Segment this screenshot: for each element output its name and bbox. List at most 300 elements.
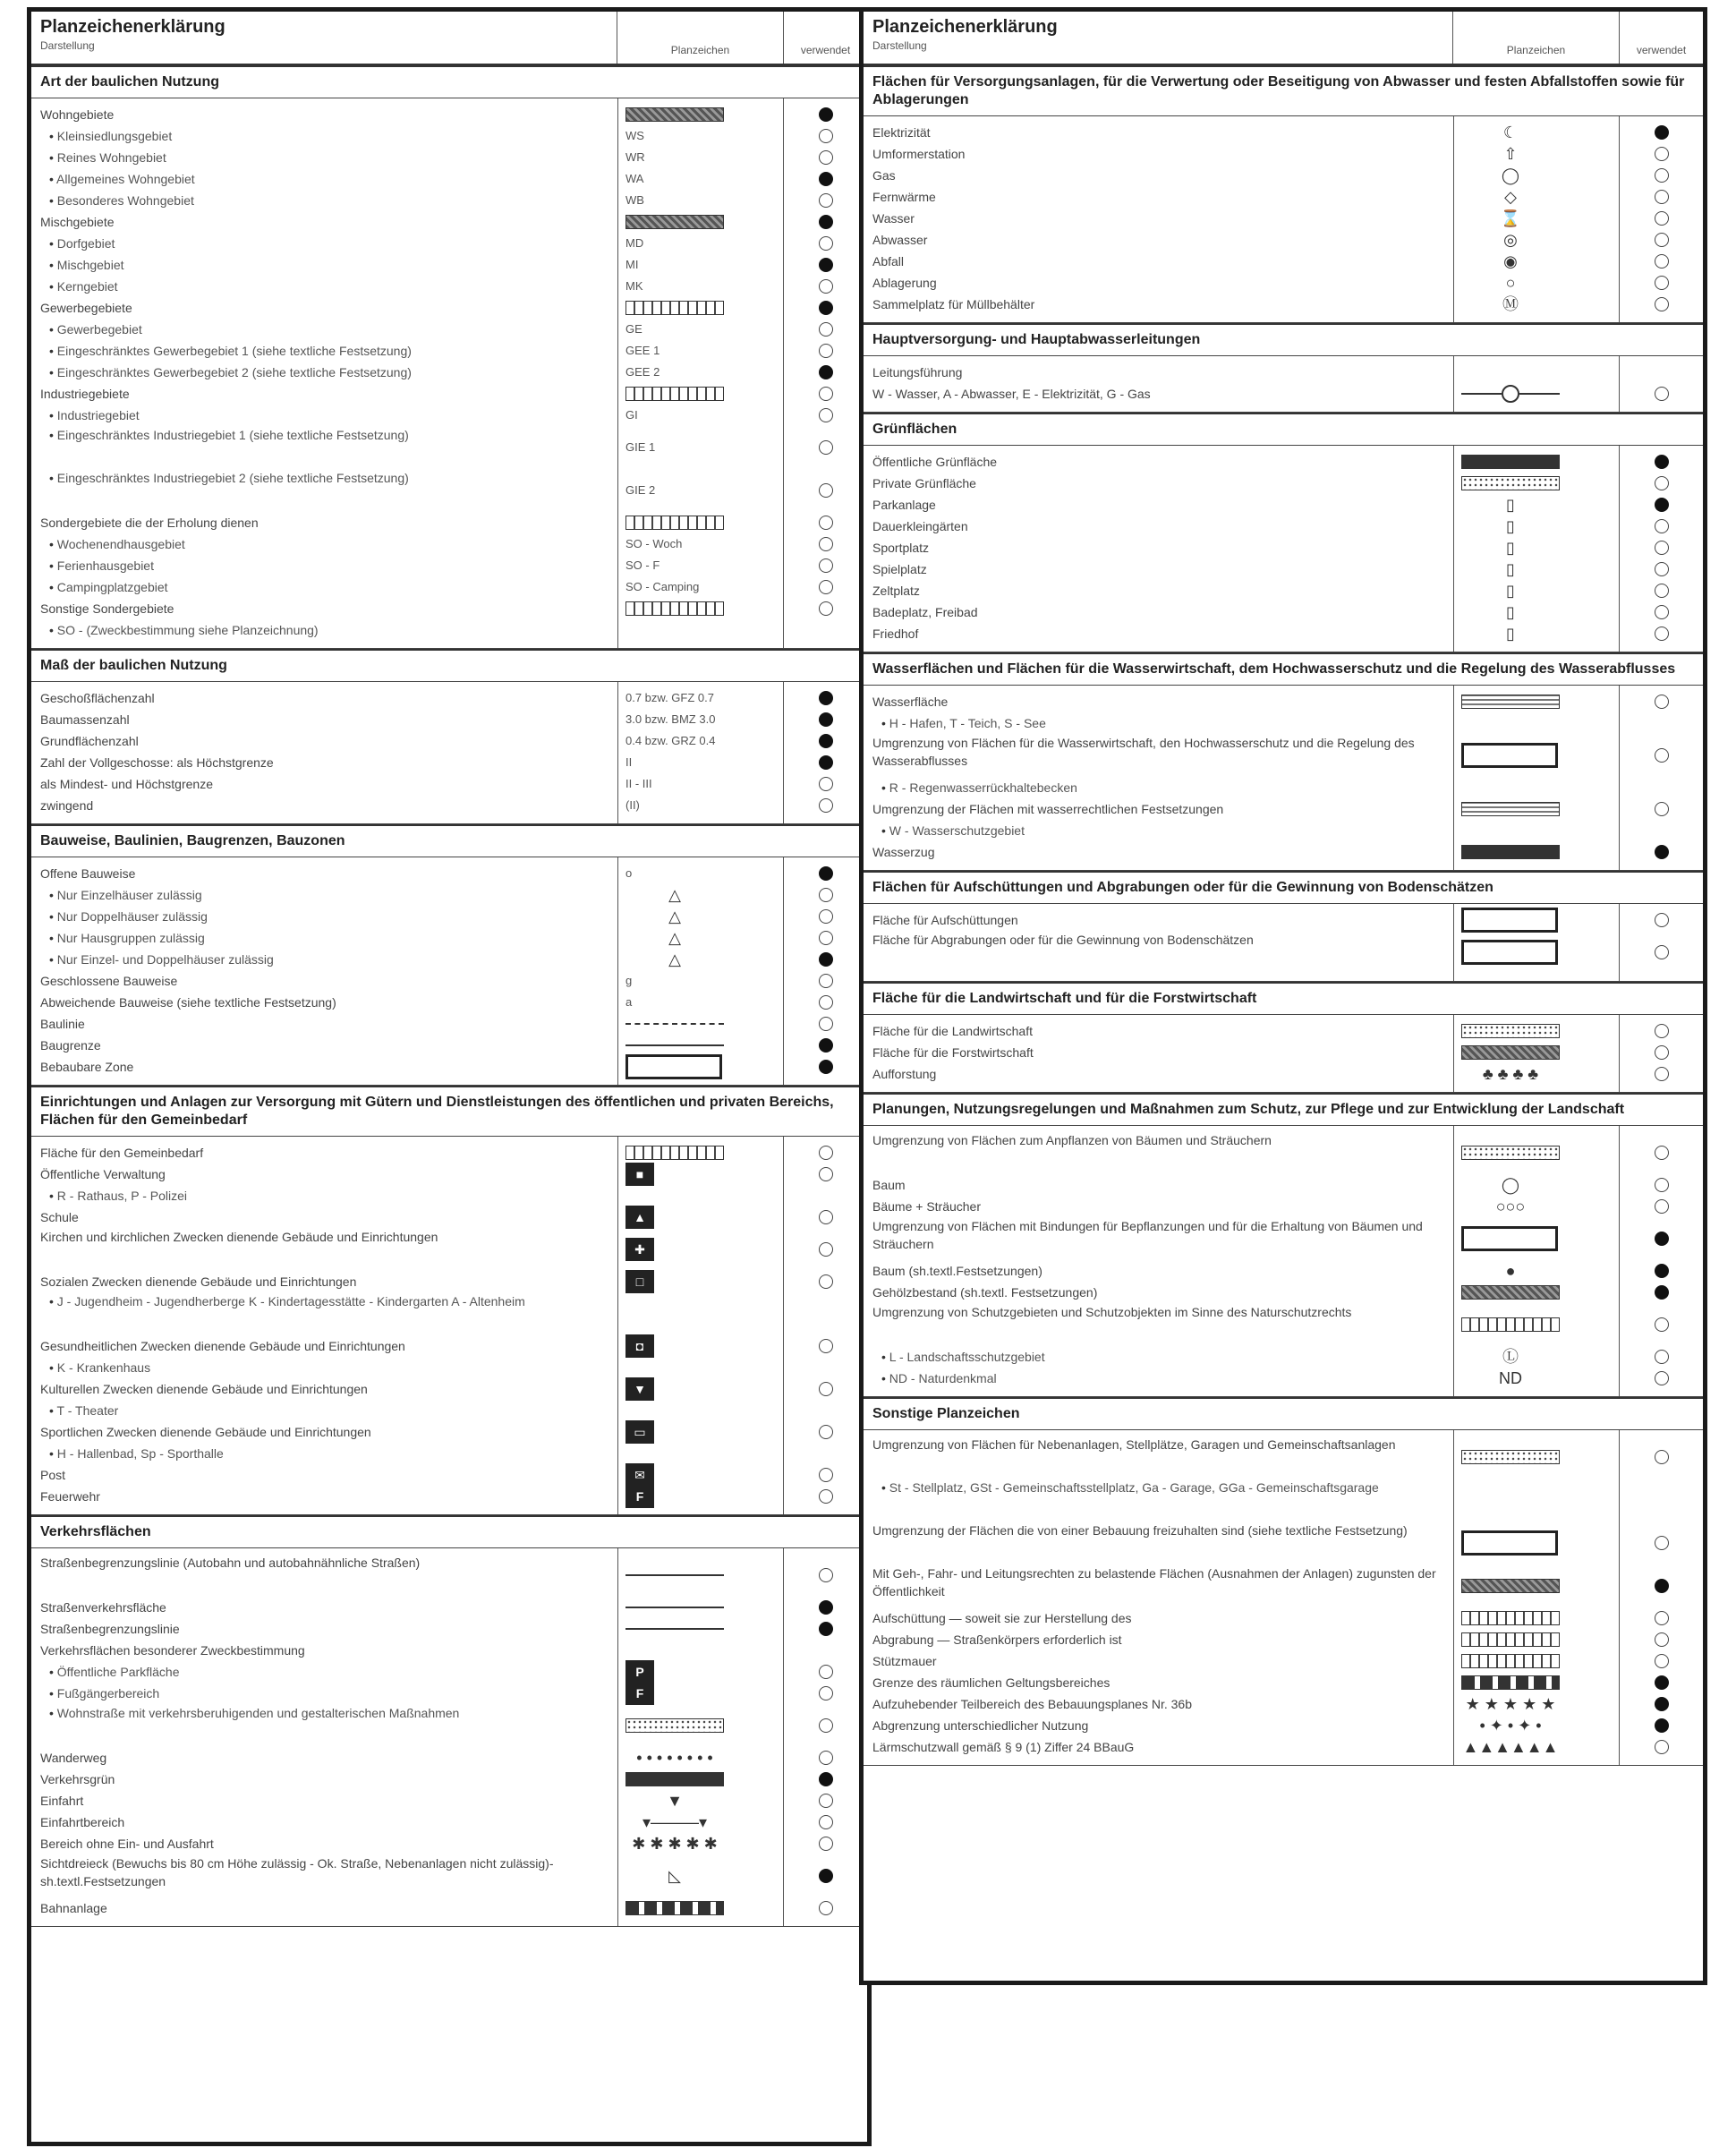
- unused-open-dot-icon: [819, 279, 833, 294]
- symbol-code: MI: [625, 258, 639, 271]
- usage-marker: [784, 426, 867, 469]
- unused-open-dot-icon: [819, 1274, 833, 1289]
- legend-item-label: Aufforstung: [872, 1067, 937, 1081]
- legend-item-label: Umgrenzung der Flächen die von einer Bebauung freizuhalten sind (siehe textliche Festsetzung): [872, 1523, 1408, 1538]
- unused-open-dot-icon: [1655, 695, 1669, 709]
- usage-marker: [1620, 1196, 1703, 1217]
- unused-open-dot-icon: [1655, 1632, 1669, 1647]
- usage-marker: [1620, 1736, 1703, 1758]
- usage-marker: [1620, 1282, 1703, 1303]
- building-symbol-icon: P: [625, 1660, 654, 1683]
- legend-symbol: [1461, 1693, 1612, 1715]
- usage-marker: [784, 1292, 867, 1335]
- unused-open-dot-icon: [819, 1901, 833, 1915]
- section-labels: [864, 356, 1454, 412]
- unused-open-dot-icon: [1655, 1450, 1669, 1464]
- unused-open-dot-icon: [1655, 1654, 1669, 1668]
- usage-marker: [784, 1769, 867, 1790]
- legend-symbol: [625, 426, 776, 469]
- usage-marker: [784, 211, 867, 233]
- legend-column-left: [27, 7, 872, 2146]
- legend-item-label: Geschoßflächenzahl: [40, 691, 155, 705]
- pattern-swatch: [625, 1901, 724, 1915]
- usage-marker: [1620, 122, 1703, 143]
- legend-item-label: Baumassenzahl: [40, 712, 130, 727]
- usage-marker: [1620, 1715, 1703, 1736]
- legend-item-label: • J - Jugendheim - Jugendherberge K - Kindertagesstätte - Kindergarten A - Altenheim: [40, 1292, 608, 1335]
- legend-symbol: [625, 276, 776, 297]
- legend-item-label: • W - Wasserschutzgebiet: [872, 820, 1444, 841]
- usage-marker: [784, 927, 867, 949]
- legend-symbol: [625, 104, 776, 125]
- symbol-code: GEE 1: [625, 344, 660, 357]
- used-filled-dot-icon: [1655, 1285, 1669, 1300]
- legend-item-label: • Fußgängerbereich: [40, 1683, 608, 1704]
- section-symbols: [1454, 116, 1620, 322]
- legend-symbol: [625, 168, 776, 190]
- legend-item-label: Sondergebiete die der Erholung dienen: [40, 516, 259, 530]
- map-symbol-icon: • • • • • • • •: [636, 1749, 713, 1767]
- usage-marker: [1620, 1260, 1703, 1282]
- legend-symbol: [625, 1704, 776, 1747]
- usage-marker: [1620, 362, 1703, 383]
- used-filled-dot-icon: [819, 712, 833, 727]
- usage-marker: [1620, 1522, 1703, 1564]
- map-symbol-icon: △: [668, 886, 681, 904]
- legend-item-label: • Kerngebiet: [40, 276, 608, 297]
- legend-symbol: [625, 319, 776, 340]
- section-usage: [784, 682, 867, 823]
- section-labels: [864, 904, 1454, 981]
- usage-marker: [1620, 1629, 1703, 1650]
- usage-marker: [784, 254, 867, 276]
- legend-symbol: [625, 576, 776, 598]
- usage-marker: [1620, 383, 1703, 405]
- symbol-code: WS: [625, 129, 644, 142]
- legend-item-label: Mit Geh-, Fahr- und Leitungsrechten zu belastende Flächen (Ausnahmen der Anlagen) zugunsten der Öffentlichkeit: [872, 1566, 1436, 1598]
- usage-marker: [784, 970, 867, 992]
- map-symbol-icon: ✱ ✱ ✱ ✱ ✱: [632, 1835, 718, 1853]
- unused-open-dot-icon: [819, 408, 833, 422]
- legend-item-label: Zahl der Vollgeschosse: als Höchstgrenze: [40, 755, 274, 770]
- pattern-swatch: [1461, 1654, 1560, 1668]
- unused-open-dot-icon: [819, 440, 833, 455]
- usage-marker: [1620, 473, 1703, 494]
- solid-line: [625, 1607, 724, 1608]
- symbol-code: GI: [625, 408, 638, 422]
- usage-marker: [784, 190, 867, 211]
- legend-symbol: [1461, 1174, 1612, 1196]
- legend-symbol: [1461, 1564, 1612, 1607]
- legend-symbol: [625, 1618, 776, 1640]
- map-symbol-icon: ⌛: [1500, 209, 1521, 227]
- section-heading: Flächen für Versorgungsanlagen, für die Verwertung oder Beseitigung von Abwasser und festen Abfallstoffen sowie für Ablagerungen: [864, 65, 1703, 116]
- legend-item-label: • St - Stellplatz, GSt - Gemeinschaftsstellplatz, Ga - Garage, GGa - Gemeinschaftsgarage: [872, 1479, 1444, 1522]
- legend-symbol: [1461, 1479, 1612, 1522]
- legend-item-label: Baum: [872, 1178, 906, 1192]
- legend-symbol: [1461, 473, 1612, 494]
- legend-item-label: Gesundheitlichen Zwecken dienende Gebäude und Einrichtungen: [40, 1339, 405, 1353]
- usage-marker: [1620, 1020, 1703, 1042]
- legend-item-label: Friedhof: [872, 626, 919, 641]
- legend-symbol: [625, 1292, 776, 1335]
- legend-symbol: [1461, 143, 1612, 165]
- pattern-swatch: [625, 107, 724, 122]
- unused-open-dot-icon: [1655, 541, 1669, 555]
- legend-item-label: Umgrenzung von Flächen für Nebenanlagen, Stellplätze, Garagen und Gemeinschaftsanlagen: [872, 1437, 1396, 1452]
- pattern-swatch: [625, 601, 724, 616]
- unused-open-dot-icon: [1655, 1317, 1669, 1332]
- legend-item-label: Private Grünfläche: [872, 476, 976, 490]
- section-body: [864, 116, 1703, 323]
- legend-item-label: • Campingplatzgebiet: [40, 576, 608, 598]
- used-filled-dot-icon: [819, 1772, 833, 1786]
- legend-item-label: Aufschüttung — soweit sie zur Herstellung des: [872, 1611, 1132, 1625]
- legend-symbol: [625, 1683, 776, 1704]
- legend-symbol: [625, 1271, 776, 1292]
- usage-marker: [784, 992, 867, 1013]
- usage-marker: [784, 687, 867, 709]
- unused-open-dot-icon: [819, 1489, 833, 1504]
- usage-marker: [1620, 451, 1703, 473]
- legend-symbol: [1461, 165, 1612, 186]
- legend-symbol: [1461, 1650, 1612, 1672]
- legend-symbol: [1461, 1522, 1612, 1564]
- unused-open-dot-icon: [1655, 387, 1669, 401]
- legend-item-label: Straßenbegrenzungslinie: [40, 1622, 180, 1636]
- unused-open-dot-icon: [1655, 1067, 1669, 1081]
- boundary-frame: [625, 1054, 722, 1079]
- used-filled-dot-icon: [1655, 1718, 1669, 1733]
- legend-item-label: als Mindest- und Höchstgrenze: [40, 777, 213, 791]
- legend-symbol: [625, 927, 776, 949]
- legend-header: [864, 12, 1703, 65]
- used-filled-dot-icon: [1655, 455, 1669, 469]
- symbol-code: 0.4 bzw. GRZ 0.4: [625, 734, 716, 747]
- usage-marker: [1620, 251, 1703, 272]
- used-filled-dot-icon: [1655, 1232, 1669, 1246]
- unused-open-dot-icon: [819, 1568, 833, 1582]
- symbol-code: 3.0 bzw. BMZ 3.0: [625, 712, 716, 726]
- pattern-swatch: [1461, 1024, 1560, 1038]
- legend-item-label: Industriegebiete: [40, 387, 130, 401]
- legend-symbol: [1461, 558, 1612, 580]
- legend-item-label: • Industriegebiet: [40, 405, 608, 426]
- usage-marker: [784, 1811, 867, 1833]
- unused-open-dot-icon: [819, 1382, 833, 1396]
- legend-symbol: [625, 533, 776, 555]
- section-usage: [1620, 116, 1703, 322]
- legend-symbol: [1461, 251, 1612, 272]
- legend-item-label: Sportplatz: [872, 541, 930, 555]
- used-filled-dot-icon: [819, 1060, 833, 1074]
- usage-marker: [784, 1142, 867, 1164]
- pipe-circle-icon: [1502, 385, 1519, 403]
- section-usage: [1620, 904, 1703, 981]
- legend-item-label: Abwasser: [872, 233, 928, 247]
- usage-marker: [784, 555, 867, 576]
- legend-item-label: • Eingeschränktes Industriegebiet 2 (siehe textliche Festsetzung): [40, 469, 608, 512]
- map-symbol-icon: ▯: [1506, 625, 1515, 643]
- unused-open-dot-icon: [1655, 562, 1669, 576]
- used-filled-dot-icon: [819, 1600, 833, 1615]
- usage-marker: [1620, 143, 1703, 165]
- usage-marker: [784, 104, 867, 125]
- legend-item-label: Geschlossene Bauweise: [40, 974, 178, 988]
- legend-item-label: Grenze des räumlichen Geltungsbereiches: [872, 1675, 1111, 1690]
- unused-open-dot-icon: [819, 1146, 833, 1160]
- section-symbols: [1454, 356, 1620, 412]
- legend-symbol: [1461, 1042, 1612, 1063]
- legend-symbol: [1461, 580, 1612, 601]
- legend-symbol: [1461, 516, 1612, 537]
- used-filled-dot-icon: [819, 107, 833, 122]
- map-symbol-icon: ▯: [1506, 496, 1515, 514]
- legend-symbol: [1461, 931, 1612, 974]
- used-filled-dot-icon: [819, 734, 833, 748]
- map-symbol-icon: ☾: [1502, 124, 1519, 141]
- section-heading: Flächen für Aufschüttungen und Abgrabungen oder für die Gewinnung von Bodenschätzen: [864, 871, 1703, 904]
- map-symbol-icon: ▯: [1506, 560, 1515, 578]
- usage-marker: [784, 1618, 867, 1640]
- legend-symbol: [625, 1833, 776, 1854]
- building-symbol-icon: ◘: [625, 1334, 654, 1358]
- legend-symbol: [625, 405, 776, 426]
- legend-symbol: [625, 1486, 776, 1507]
- legend-title: Planzeichenerklärung: [40, 17, 226, 37]
- section-usage: [784, 857, 867, 1085]
- unused-open-dot-icon: [1655, 276, 1669, 290]
- usage-marker: [784, 752, 867, 773]
- usage-marker: [784, 1357, 867, 1378]
- unused-open-dot-icon: [819, 483, 833, 498]
- usage-marker: [1620, 272, 1703, 294]
- map-symbol-icon: Ⓛ: [1502, 1348, 1519, 1366]
- usage-marker: [1620, 734, 1703, 777]
- legend-symbol: [625, 1661, 776, 1683]
- legend-item-label: Sportlichen Zwecken dienende Gebäude und Einrichtungen: [40, 1425, 371, 1439]
- usage-marker: [1620, 1479, 1703, 1522]
- usage-marker: [1620, 1436, 1703, 1479]
- unused-open-dot-icon: [819, 1815, 833, 1829]
- legend-item-label: Bahnanlage: [40, 1901, 107, 1915]
- legend-symbol: [1461, 1607, 1612, 1629]
- building-symbol-icon: ▼: [625, 1377, 654, 1401]
- legend-symbol: [625, 1443, 776, 1464]
- legend-symbol: [1461, 122, 1612, 143]
- usage-marker: [1620, 1042, 1703, 1063]
- legend-symbol: [625, 1854, 776, 1897]
- legend-item-label: Umgrenzung der Flächen mit wasserrechtlichen Festsetzungen: [872, 802, 1224, 816]
- usage-marker: [1620, 208, 1703, 229]
- section-symbols: [1454, 686, 1620, 870]
- legend-item-label: Lärmschutzwall gemäß § 9 (1) Ziffer 24 BBauG: [872, 1740, 1135, 1754]
- legend-item-label: • K - Krankenhaus: [40, 1357, 608, 1378]
- unused-open-dot-icon: [819, 387, 833, 401]
- pattern-swatch: [625, 301, 724, 315]
- section-symbols: [618, 98, 784, 648]
- legend-symbol: [625, 1013, 776, 1035]
- legend-item-label: • T - Theater: [40, 1400, 608, 1421]
- unused-open-dot-icon: [819, 601, 833, 616]
- legend-item-label: • L - Landschaftsschutzgebiet: [872, 1346, 1444, 1368]
- legend-symbol: [1461, 383, 1612, 405]
- usage-marker: [1620, 1672, 1703, 1693]
- section-heading: Hauptversorgung- und Hauptabwasserleitungen: [864, 323, 1703, 356]
- usage-marker: [784, 1185, 867, 1206]
- legend-symbol: [625, 970, 776, 992]
- pattern-swatch: [1461, 1450, 1560, 1464]
- legend-item-label: Umgrenzung von Flächen für die Wasserwirtschaft, den Hochwasserschutz und die Regelung des Wasserabflusses: [872, 736, 1415, 768]
- pipe-line: [1461, 393, 1502, 395]
- pattern-swatch: [625, 215, 724, 229]
- unused-open-dot-icon: [1655, 605, 1669, 619]
- legend-body-right: [864, 65, 1703, 1766]
- used-filled-dot-icon: [819, 1869, 833, 1883]
- legend-item-label: Bebaubare Zone: [40, 1060, 134, 1074]
- usage-marker: [784, 709, 867, 730]
- legend-symbol: [625, 383, 776, 405]
- legend-symbol: [1461, 229, 1612, 251]
- pipeline-symbol: [1461, 385, 1560, 403]
- usage-marker: [784, 125, 867, 147]
- legend-item-label: • Nur Einzelhäuser zulässig: [40, 884, 608, 906]
- usage-marker: [1620, 186, 1703, 208]
- usage-marker: [1620, 1346, 1703, 1368]
- usage-marker: [1620, 558, 1703, 580]
- legend-item-label: Straßenverkehrsfläche: [40, 1600, 166, 1615]
- section-body: [864, 1015, 1703, 1093]
- unused-open-dot-icon: [819, 1751, 833, 1765]
- symbol-code: GIE 1: [625, 440, 656, 454]
- legend-item-label: Parkanlage: [872, 498, 936, 512]
- usage-marker: [784, 1443, 867, 1464]
- legend-item-label: Mischgebiete: [40, 215, 115, 229]
- legend-symbol: [1461, 1346, 1612, 1368]
- legend-subtitle: Darstellung: [40, 39, 95, 52]
- symbol-code: a: [625, 995, 633, 1009]
- usage-marker: [784, 1854, 867, 1897]
- section-symbols: [1454, 446, 1620, 652]
- used-filled-dot-icon: [819, 691, 833, 705]
- section-usage: [1620, 1430, 1703, 1765]
- unused-open-dot-icon: [1655, 802, 1669, 816]
- legend-symbol: [625, 1464, 776, 1486]
- legend-item-label: Umgrenzung von Flächen zum Anpflanzen von Bäumen und Sträuchern: [872, 1133, 1272, 1147]
- legend-symbol: [625, 1747, 776, 1769]
- legend-symbol: [625, 1056, 776, 1078]
- usage-marker: [784, 906, 867, 927]
- used-filled-dot-icon: [1655, 498, 1669, 512]
- building-symbol-icon: ▭: [625, 1420, 654, 1444]
- usage-marker: [784, 1271, 867, 1292]
- section-labels: [864, 686, 1454, 870]
- legend-symbol: [625, 147, 776, 168]
- legend-symbol: [625, 1206, 776, 1228]
- legend-item-label: • H - Hafen, T - Teich, S - See: [872, 712, 1444, 734]
- legend-item-label: Umgrenzung von Schutzgebieten und Schutzobjekten im Sinne des Naturschutzrechts: [872, 1305, 1352, 1319]
- legend-item-label: Kirchen und kirchlichen Zwecken dienende Gebäude und Einrichtungen: [40, 1230, 438, 1244]
- unused-open-dot-icon: [1655, 945, 1669, 959]
- usage-marker: [784, 1554, 867, 1597]
- pattern-swatch: [625, 516, 724, 530]
- legend-symbol: [625, 125, 776, 147]
- unused-open-dot-icon: [819, 1837, 833, 1851]
- legend-item-label: • H - Hallenbad, Sp - Sporthalle: [40, 1443, 608, 1464]
- unused-open-dot-icon: [819, 1210, 833, 1224]
- usage-marker: [1620, 1607, 1703, 1629]
- legend-item-label: Ablagerung: [872, 276, 937, 290]
- legend-item-label: Sonstige Sondergebiete: [40, 601, 174, 616]
- unused-open-dot-icon: [1655, 584, 1669, 598]
- section-body: [864, 356, 1703, 413]
- legend-item-label: Sammelplatz für Müllbehälter: [872, 297, 1035, 311]
- usage-marker: [784, 533, 867, 555]
- section-body: [864, 904, 1703, 982]
- usage-marker: [784, 297, 867, 319]
- section-heading: Sonstige Planzeichen: [864, 1397, 1703, 1430]
- section-body: [31, 857, 867, 1086]
- usage-marker: [1620, 1063, 1703, 1085]
- usage-marker: [784, 1335, 867, 1357]
- usage-marker: [784, 512, 867, 533]
- map-symbol-icon: ▲▲▲▲▲▲: [1462, 1738, 1559, 1756]
- pattern-swatch: [625, 1772, 724, 1786]
- legend-symbol: [1461, 798, 1612, 820]
- usage-marker: [1620, 841, 1703, 863]
- usage-marker: [784, 1400, 867, 1421]
- legend-item-label: Bäume + Sträucher: [872, 1199, 982, 1214]
- usage-marker: [1620, 1174, 1703, 1196]
- legend-symbol: [625, 1597, 776, 1618]
- legend-item-label: Sichtdreieck (Bewuchs bis 80 cm Höhe zulässig - Ok. Straße, Nebenanlagen nicht zulässig)-sh.textl.Festsetzungen: [40, 1856, 554, 1888]
- map-symbol-icon: ○: [1505, 274, 1516, 292]
- column-header-verwendet: verwendet: [1636, 44, 1687, 56]
- usage-marker: [784, 319, 867, 340]
- usage-marker: [1620, 1368, 1703, 1389]
- usage-marker: [784, 884, 867, 906]
- legend-item-label: Wasserzug: [872, 845, 935, 859]
- section-labels: [864, 116, 1454, 322]
- map-symbol-icon: ⇧: [1503, 145, 1518, 163]
- legend-symbol: [1461, 537, 1612, 558]
- legend-symbol: [625, 1335, 776, 1357]
- legend-symbol: [625, 254, 776, 276]
- legend-item-label: Leitungsführung: [872, 365, 963, 379]
- unused-open-dot-icon: [1655, 147, 1669, 161]
- section-heading: Verkehrsflächen: [31, 1515, 867, 1548]
- legend-item-label: Post: [40, 1468, 66, 1482]
- legend-item-label: Baugrenze: [40, 1038, 101, 1053]
- used-filled-dot-icon: [819, 755, 833, 770]
- section-usage: [784, 98, 867, 648]
- building-symbol-icon: ✉: [625, 1463, 654, 1487]
- legend-symbol: [625, 233, 776, 254]
- legend-symbol: [1461, 1303, 1612, 1346]
- boundary-frame: [1461, 908, 1558, 933]
- symbol-code: WR: [625, 150, 645, 164]
- legend-item-label: Öffentliche Grünfläche: [872, 455, 998, 469]
- unused-open-dot-icon: [819, 580, 833, 594]
- symbol-code: WA: [625, 172, 644, 185]
- section-body: [864, 686, 1703, 871]
- usage-marker: [784, 1747, 867, 1769]
- usage-marker: [1620, 494, 1703, 516]
- used-filled-dot-icon: [819, 1038, 833, 1053]
- unused-open-dot-icon: [1655, 913, 1669, 927]
- section-body: [31, 682, 867, 824]
- section-labels: [31, 857, 618, 1085]
